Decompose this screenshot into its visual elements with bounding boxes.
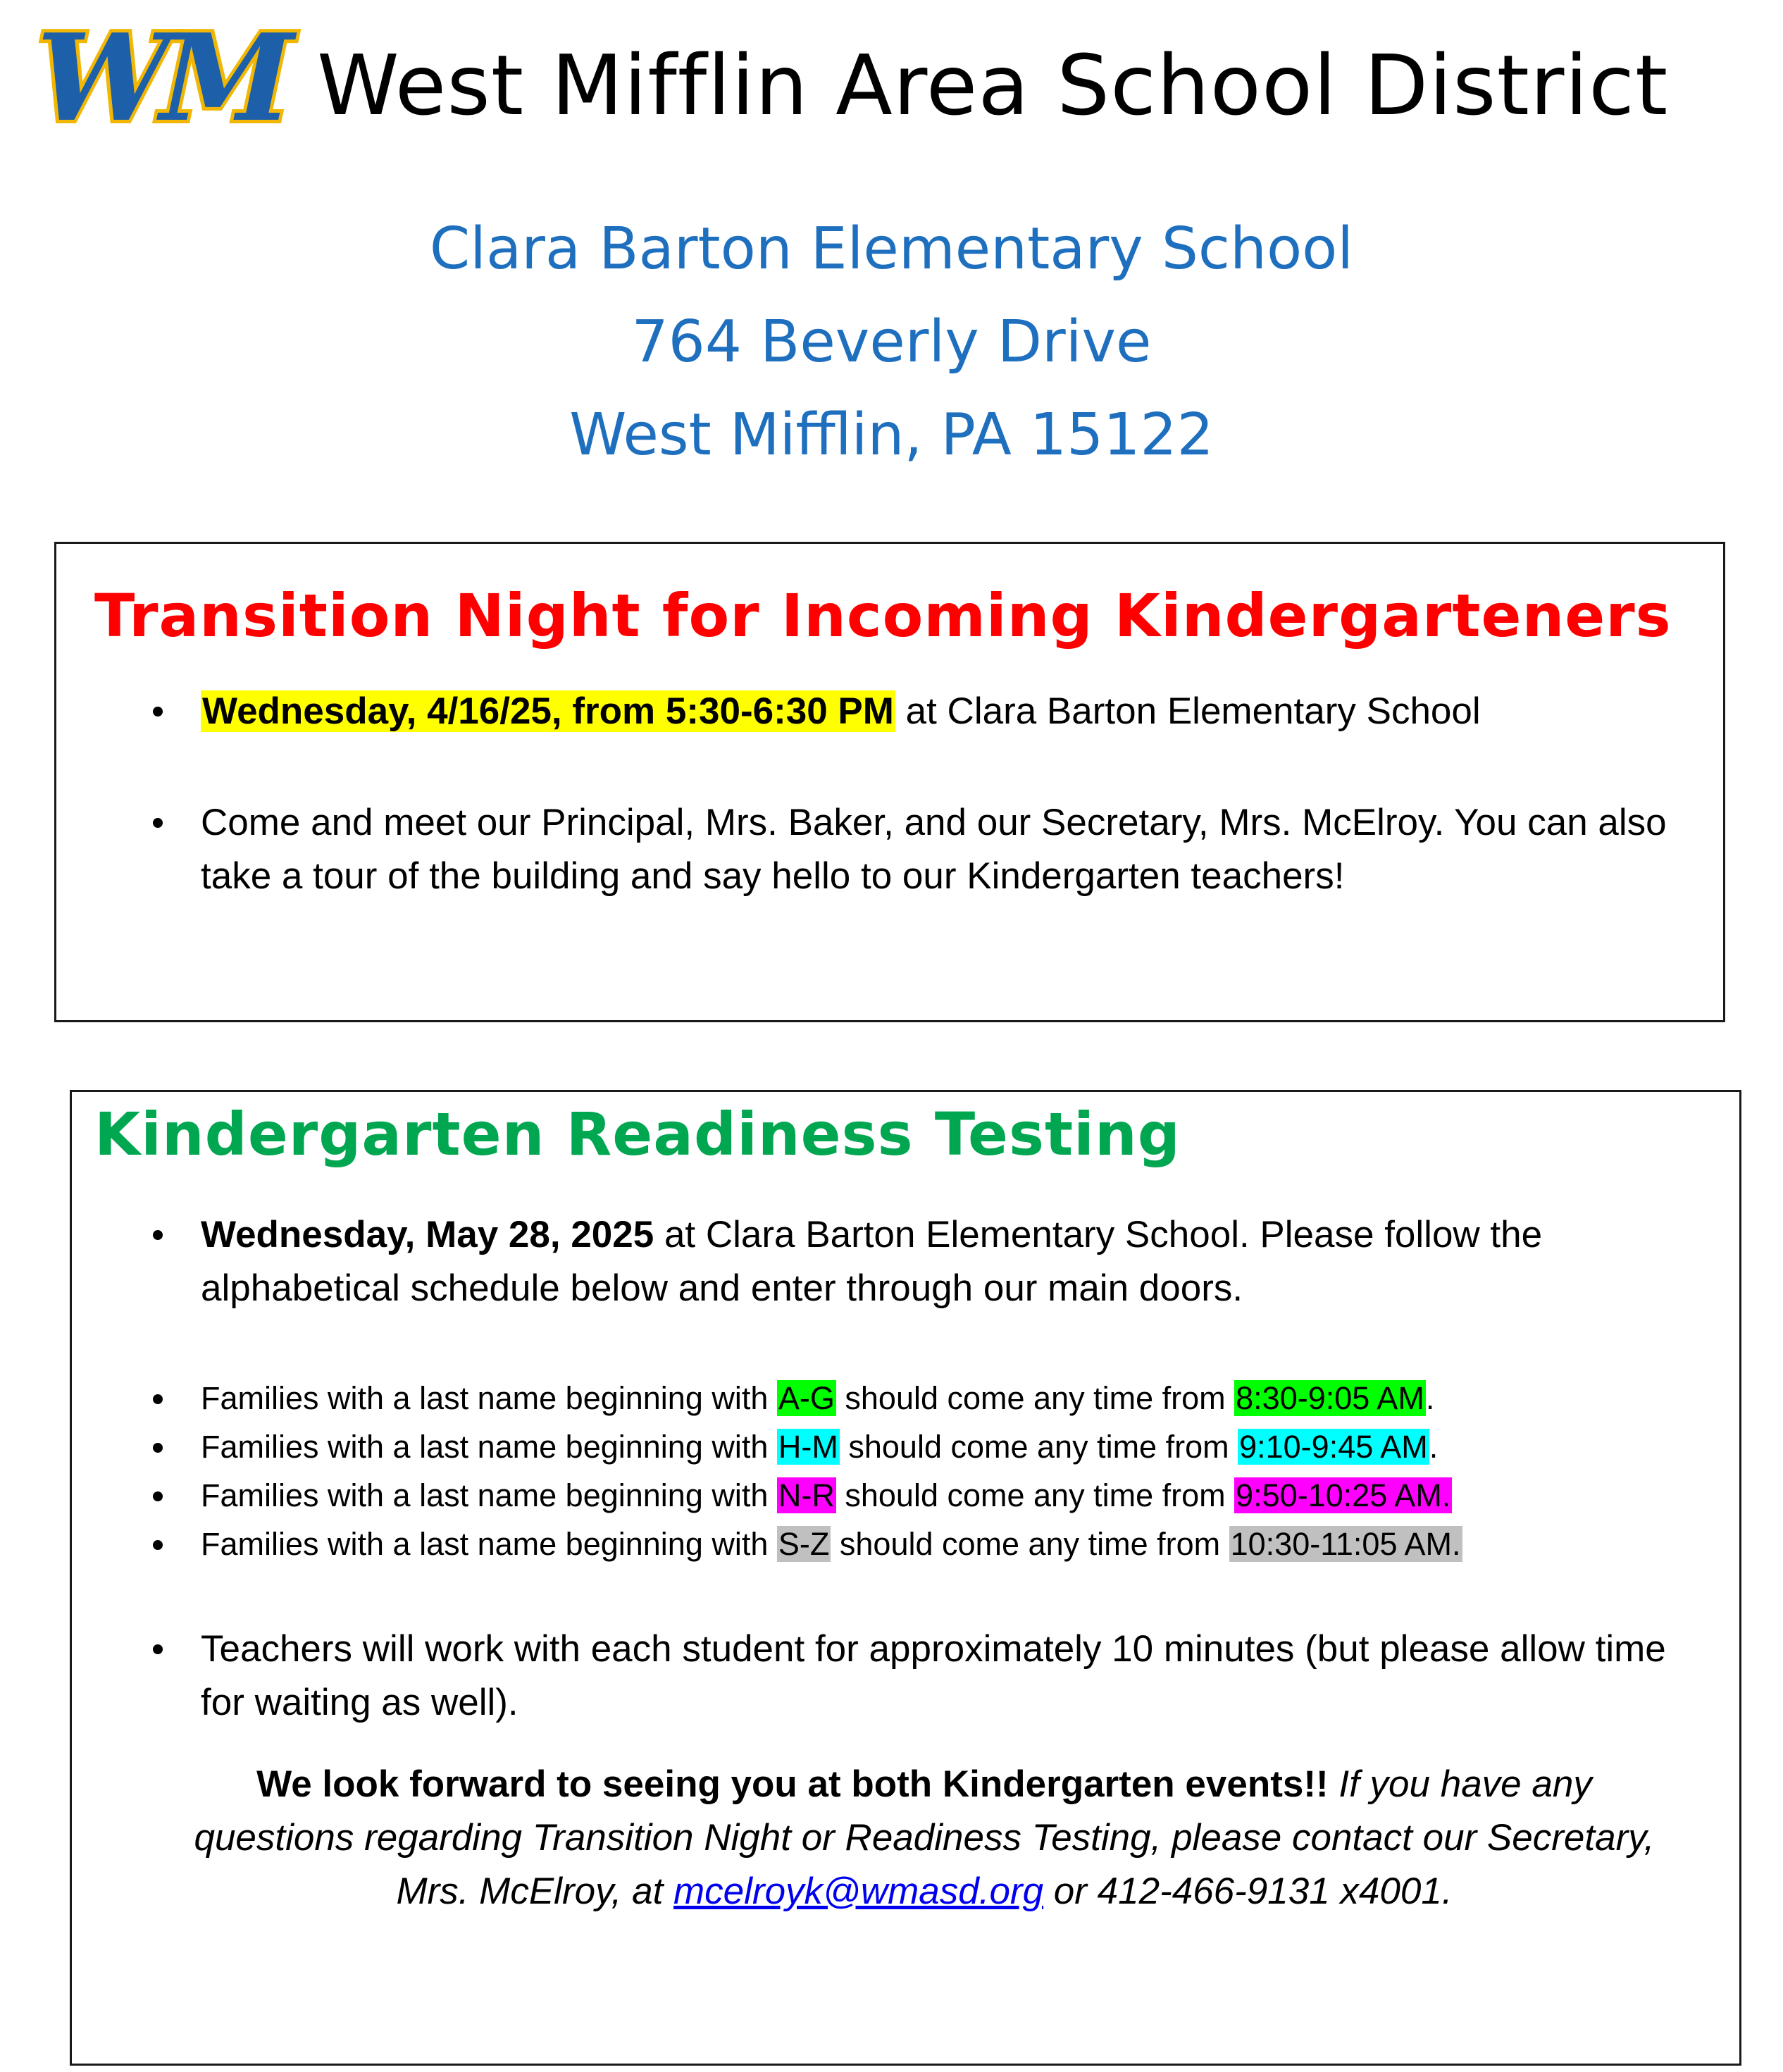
bullet-icon: [153, 818, 163, 828]
bullet-icon: [153, 1644, 163, 1654]
time-highlight: 8:30-9:05 AM: [1236, 1380, 1424, 1416]
schedule-item-n-r: [201, 1471, 1715, 1520]
transition-list: [201, 685, 1687, 903]
school-name: Clara Barton Elementary School: [429, 216, 1354, 283]
bullet-icon: [153, 707, 163, 716]
slot-end: .: [1425, 1380, 1435, 1416]
testing-instructions: at Clara Barton Elementary School. Please follow the alphabetical schedule below and enter through our main doors.: [201, 1214, 1543, 1309]
slot-middle: should come any time from: [835, 1380, 1235, 1416]
letters-highlight: S-Z: [778, 1526, 830, 1562]
list-item: [201, 1623, 1715, 1730]
meet-staff-text: Come and meet our Principal, Mrs. Baker, and our Secretary, Mrs. McElroy. You can also take a tour of the building and say hello to our Kindergarten teachers!: [201, 802, 1667, 897]
letters-highlight: N-R: [778, 1477, 835, 1513]
bullet-icon: [153, 1491, 163, 1501]
slot-end: .: [1429, 1429, 1439, 1465]
event-location: at Clara Barton Elementary School: [895, 690, 1481, 732]
district-logo: [18, 7, 298, 149]
closing-italic: If you have any questions regarding Transition Night or Readiness Testing, please contact our Secretary, Mrs. McElroy, at: [194, 1763, 1655, 1912]
slot-prefix: Families with a last name beginning with: [201, 1477, 777, 1513]
transition-heading: Transition Night for Incoming Kindergarteners: [94, 581, 1672, 650]
schedule-list: [201, 1374, 1715, 1568]
logo-text: WM: [20, 7, 298, 149]
list-item: [201, 796, 1687, 903]
bullet-icon: [153, 1394, 163, 1404]
schedule-item-h-m: [201, 1422, 1715, 1471]
list-item: [201, 685, 1687, 738]
bullet-icon: [153, 1540, 163, 1550]
slot-prefix: Families with a last name beginning with: [201, 1429, 777, 1465]
slot-middle: should come any time from: [831, 1526, 1229, 1562]
slot-prefix: Families with a last name beginning with: [201, 1526, 777, 1562]
readiness-intro-list: [201, 1208, 1715, 1315]
slot-prefix: Families with a last name beginning with: [201, 1380, 777, 1416]
list-item: [201, 1208, 1715, 1315]
teacher-note-list: [201, 1623, 1715, 1730]
teachers-note: Teachers will work with each student for approximately 10 minutes (but please allow time for waiting as well).: [201, 1628, 1666, 1723]
schedule-item-a-g: [201, 1374, 1715, 1422]
closing-phone: or 412-466-9131 x4001.: [1043, 1871, 1453, 1912]
transition-night-section: [54, 542, 1725, 1022]
readiness-testing-section: [70, 1090, 1741, 2066]
letters-highlight: H-M: [778, 1429, 838, 1465]
bullet-icon: [153, 1443, 163, 1453]
closing-bold: We look forward to seeing you at both Kindergarten events!!: [256, 1763, 1329, 1805]
schedule-item-s-z: [201, 1520, 1715, 1568]
school-street: 764 Beverly Drive: [631, 309, 1152, 376]
readiness-heading: Kindergarten Readiness Testing: [94, 1100, 1181, 1169]
time-highlight: 9:10-9:45 AM: [1239, 1429, 1428, 1465]
testing-date: Wednesday, May 28, 2025: [201, 1214, 654, 1255]
time-highlight: 10:30-11:05 AM.: [1230, 1526, 1461, 1562]
email-link[interactable]: mcelroyk@wmasd.org: [673, 1871, 1044, 1912]
time-highlight: 9:50-10:25 AM.: [1236, 1477, 1451, 1513]
slot-middle: should come any time from: [839, 1429, 1238, 1465]
bullet-icon: [153, 1230, 163, 1240]
letters-highlight: A-G: [778, 1380, 835, 1416]
wm-logo-icon: [18, 7, 298, 149]
slot-middle: should come any time from: [835, 1477, 1235, 1513]
closing-message: [174, 1758, 1675, 1918]
district-title: West Mifflin Area School District: [317, 37, 1669, 134]
school-city: West Mifflin, PA 15122: [569, 402, 1214, 469]
event-date-highlight: Wednesday, 4/16/25, from 5:30-6:30 PM: [202, 690, 894, 732]
school-address: [0, 203, 1783, 482]
